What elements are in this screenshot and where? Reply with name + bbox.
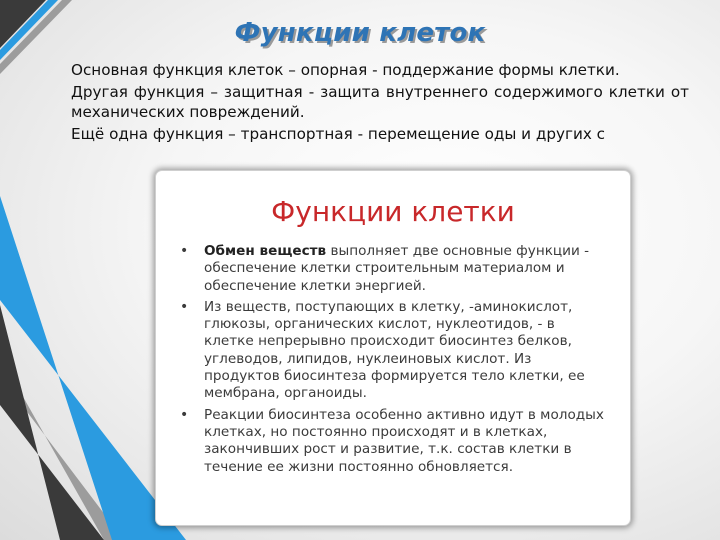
slide-body <box>71 60 689 145</box>
paragraph-support-function: Основная функция клеток – опорная - поддержание формы клетки. <box>71 61 620 79</box>
list-item-metabolism <box>180 243 605 295</box>
bullet-icon: • <box>180 406 189 423</box>
list-item-biosynthesis <box>180 299 605 403</box>
bullet-icon: • <box>180 298 189 315</box>
cell-functions-card <box>155 170 631 526</box>
paragraph-protective-function: Другая функция – защитная - защита внутреннего содержимого клетки от механических повреждений. <box>71 82 689 121</box>
item-text: выполняет две основные функции - обеспечение клетки строительным материалом и обеспечение клетки энергией. <box>204 243 590 294</box>
bullet-icon: • <box>180 243 189 259</box>
item-strong-text: Обмен веществ <box>204 243 327 259</box>
card-title: Функции клетки <box>271 195 515 228</box>
item-text: Реакции биосинтеза особенно активно идут в молодых клетках, но постоянно происходят и в клетках, закончивших рост и развитие, т.к. состав клетки в течение ее жизни постоянно обновляется. <box>204 406 604 475</box>
list-item-renewal <box>180 407 605 476</box>
paragraph-transport-function: Ещё одна функция – транспортная - перемещение оды и других с <box>71 124 606 143</box>
item-text: Из веществ, поступающих в клетку, -аминокислот, глюкозы, органических кислот, нуклеотидов, - в клетке непрерывно происходит биосинтез белков, углеводов, липидов, нуклеиновых кислот. Из продуктов биосинтеза формируется тело клетки, ее мембрана, органоиды. <box>204 298 585 402</box>
card-bullet-list <box>180 243 605 480</box>
slide-title: Функции клеток <box>234 18 486 48</box>
